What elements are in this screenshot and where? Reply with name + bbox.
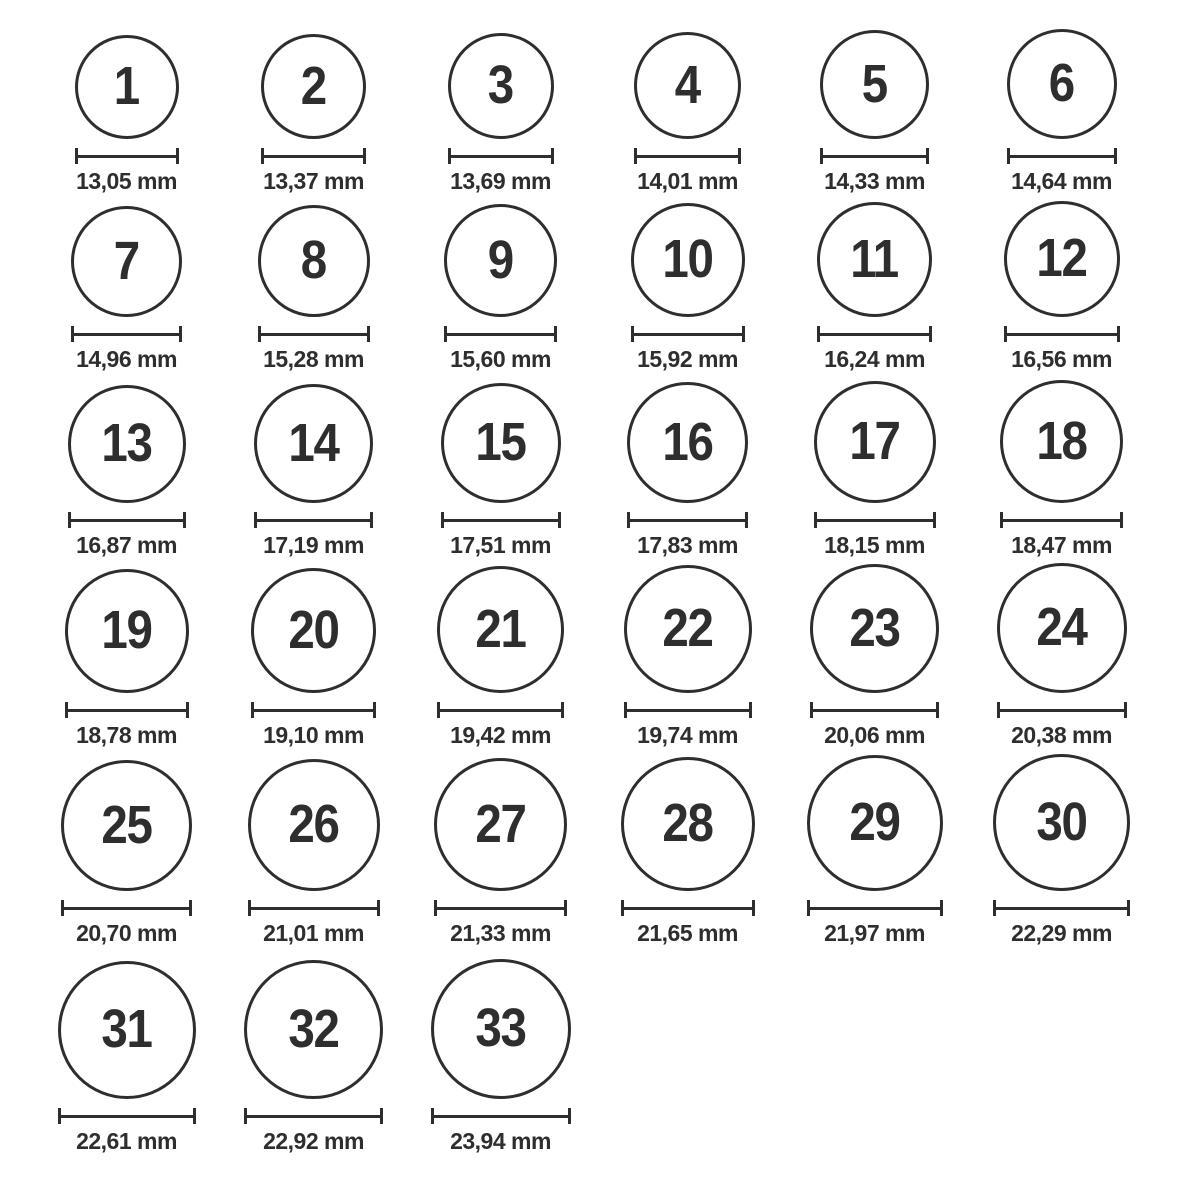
ring-size-number: 27	[475, 793, 526, 854]
diameter-label: 21,01 mm	[263, 920, 364, 946]
diameter-measure-line	[437, 702, 564, 718]
ring-circle	[68, 385, 186, 503]
diameter-measure-line	[624, 702, 752, 718]
diameter-measure-line	[75, 148, 179, 164]
measure-right-tick	[936, 702, 939, 718]
ring-size-item	[968, 558, 1155, 748]
ring-circle	[251, 568, 376, 693]
ring-size-number: 4	[674, 54, 701, 115]
ring-circle	[258, 205, 370, 317]
diameter-label: 18,78 mm	[76, 722, 177, 748]
diameter-label: 13,05 mm	[76, 168, 177, 194]
ring-size-item	[968, 372, 1155, 558]
measure-right-tick	[367, 326, 370, 342]
measure-bar	[637, 155, 738, 158]
ring-size-number: 33	[475, 998, 526, 1058]
measure-bar	[624, 907, 752, 910]
ring-size-item	[220, 8, 407, 194]
ring-circle	[75, 35, 179, 139]
measure-bar	[1007, 333, 1117, 336]
diameter-measure-line	[820, 148, 929, 164]
ring-size-item	[407, 8, 594, 194]
measure-right-tick	[742, 326, 745, 342]
ring-size-number: 12	[1036, 228, 1087, 288]
ring-circle	[997, 563, 1127, 693]
ring-size-number: 26	[288, 794, 339, 854]
diameter-measure-line	[251, 702, 376, 718]
ring-circle	[61, 760, 192, 891]
ring-circle	[631, 203, 745, 317]
diameter-measure-line	[997, 702, 1127, 718]
measure-right-tick	[738, 148, 741, 164]
measure-right-tick	[377, 900, 380, 916]
measure-right-tick	[179, 326, 182, 342]
diameter-label: 19,42 mm	[450, 722, 551, 748]
diameter-measure-line	[1000, 512, 1123, 528]
diameter-label: 19,10 mm	[263, 722, 364, 748]
ring-size-item	[220, 946, 407, 1154]
diameter-label: 14,33 mm	[824, 168, 925, 194]
ring-size-item	[407, 946, 594, 1154]
measure-right-tick	[926, 148, 929, 164]
ring-circle	[244, 960, 383, 1099]
measure-bar	[996, 907, 1127, 910]
measure-bar	[1003, 519, 1120, 522]
ring-size-item	[407, 372, 594, 558]
ring-circle	[817, 202, 932, 317]
diameter-measure-line	[434, 900, 567, 916]
diameter-label: 18,47 mm	[1011, 532, 1112, 558]
diameter-label: 14,01 mm	[637, 168, 738, 194]
ring-circle	[993, 754, 1130, 891]
diameter-measure-line	[631, 326, 745, 342]
diameter-measure-line	[65, 702, 189, 718]
measure-bar	[1000, 709, 1124, 712]
diameter-measure-line	[71, 326, 182, 342]
diameter-measure-line	[258, 326, 370, 342]
ring-size-number: 10	[662, 229, 713, 289]
ring-size-number: 11	[850, 228, 899, 289]
ring-size-number: 30	[1036, 791, 1087, 852]
diameter-label: 14,64 mm	[1011, 168, 1112, 194]
measure-bar	[71, 519, 183, 522]
ring-size-number: 32	[288, 998, 339, 1059]
ring-circle	[248, 759, 380, 891]
measure-bar	[68, 709, 186, 712]
diameter-measure-line	[634, 148, 741, 164]
ring-size-item	[781, 8, 968, 194]
ring-size-item	[594, 748, 781, 946]
diameter-label: 15,92 mm	[637, 346, 738, 372]
measure-bar	[74, 333, 179, 336]
diameter-label: 23,94 mm	[450, 1128, 551, 1154]
ring-size-number: 21	[475, 598, 526, 659]
measure-bar	[434, 1115, 568, 1118]
ring-size-item	[594, 372, 781, 558]
ring-size-number: 24	[1036, 597, 1087, 657]
measure-right-tick	[940, 900, 943, 916]
measure-bar	[630, 519, 745, 522]
ring-size-number: 7	[113, 230, 140, 291]
ring-circle	[254, 384, 373, 503]
ring-size-number: 19	[101, 600, 152, 660]
measure-right-tick	[551, 148, 554, 164]
measure-bar	[440, 709, 561, 712]
diameter-measure-line	[444, 326, 557, 342]
diameter-label: 20,38 mm	[1011, 722, 1112, 748]
diameter-label: 15,28 mm	[263, 346, 364, 372]
diameter-label: 21,33 mm	[450, 920, 551, 946]
diameter-label: 15,60 mm	[450, 346, 551, 372]
measure-bar	[813, 709, 936, 712]
diameter-label: 17,83 mm	[637, 532, 738, 558]
ring-size-item	[220, 194, 407, 372]
ring-size-item	[220, 558, 407, 748]
measure-right-tick	[752, 900, 755, 916]
ring-circle	[58, 961, 196, 1099]
diameter-label: 18,15 mm	[824, 532, 925, 558]
ring-size-number: 23	[849, 597, 900, 658]
ring-circle	[441, 383, 561, 503]
measure-bar	[823, 155, 926, 158]
ring-size-number: 9	[487, 229, 514, 290]
ring-size-item	[594, 558, 781, 748]
diameter-label: 19,74 mm	[637, 722, 738, 748]
measure-bar	[257, 519, 370, 522]
ring-circle	[437, 566, 564, 693]
diameter-measure-line	[814, 512, 936, 528]
ring-circle	[1004, 201, 1120, 317]
measure-bar	[451, 155, 551, 158]
measure-right-tick	[749, 702, 752, 718]
measure-bar	[264, 155, 363, 158]
measure-right-tick	[929, 326, 932, 342]
measure-right-tick	[568, 1108, 571, 1124]
diameter-measure-line	[1004, 326, 1120, 342]
ring-size-item	[33, 558, 220, 748]
measure-bar	[61, 1115, 193, 1118]
ring-size-number: 17	[849, 411, 900, 471]
diameter-measure-line	[431, 1108, 571, 1124]
ring-size-number: 16	[662, 411, 713, 472]
measure-right-tick	[933, 512, 936, 528]
diameter-measure-line	[68, 512, 186, 528]
measure-bar	[247, 1115, 380, 1118]
ring-size-item	[33, 194, 220, 372]
ring-size-number: 22	[662, 598, 713, 658]
measure-bar	[251, 907, 377, 910]
diameter-measure-line	[621, 900, 755, 916]
measure-right-tick	[558, 512, 561, 528]
ring-size-item	[968, 194, 1155, 372]
ring-circle	[1000, 380, 1123, 503]
ring-size-number: 29	[849, 792, 900, 852]
diameter-measure-line	[58, 1108, 196, 1124]
measure-right-tick	[1117, 326, 1120, 342]
measure-right-tick	[373, 702, 376, 718]
measure-right-tick	[189, 900, 192, 916]
ring-size-item	[220, 372, 407, 558]
ring-circle	[634, 32, 741, 139]
measure-bar	[810, 907, 940, 910]
ring-size-item	[33, 8, 220, 194]
measure-bar	[634, 333, 742, 336]
diameter-measure-line	[441, 512, 561, 528]
measure-right-tick	[1124, 702, 1127, 718]
ring-circle	[431, 959, 571, 1099]
ring-size-number: 1	[113, 56, 140, 116]
measure-right-tick	[193, 1108, 196, 1124]
measure-right-tick	[380, 1108, 383, 1124]
ring-size-number: 8	[300, 230, 327, 290]
ring-size-item	[594, 8, 781, 194]
ring-size-item	[781, 194, 968, 372]
ring-circle	[1007, 29, 1117, 139]
ring-circle	[71, 206, 182, 317]
measure-bar	[447, 333, 554, 336]
diameter-measure-line	[261, 148, 366, 164]
ring-size-item	[968, 8, 1155, 194]
measure-bar	[627, 709, 749, 712]
measure-right-tick	[564, 900, 567, 916]
diameter-label: 20,70 mm	[76, 920, 177, 946]
ring-circle	[261, 34, 366, 139]
measure-bar	[444, 519, 558, 522]
ring-size-item	[220, 748, 407, 946]
ring-circle	[810, 564, 939, 693]
measure-right-tick	[1120, 512, 1123, 528]
measure-right-tick	[183, 512, 186, 528]
ring-size-number: 14	[288, 412, 339, 473]
measure-bar	[817, 519, 933, 522]
ring-size-item	[407, 748, 594, 946]
measure-bar	[254, 709, 373, 712]
ring-circle	[444, 204, 557, 317]
diameter-label: 22,61 mm	[76, 1128, 177, 1154]
diameter-label: 16,56 mm	[1011, 346, 1112, 372]
ring-size-number: 2	[300, 55, 327, 116]
measure-bar	[820, 333, 929, 336]
ring-size-number: 25	[101, 794, 152, 855]
measure-bar	[64, 907, 189, 910]
diameter-label: 13,69 mm	[450, 168, 551, 194]
measure-right-tick	[1114, 148, 1117, 164]
measure-right-tick	[370, 512, 373, 528]
diameter-label: 21,97 mm	[824, 920, 925, 946]
measure-bar	[1010, 155, 1114, 158]
diameter-label: 16,24 mm	[824, 346, 925, 372]
measure-right-tick	[1127, 900, 1130, 916]
ring-size-number: 6	[1048, 53, 1075, 113]
diameter-measure-line	[244, 1108, 383, 1124]
diameter-label: 14,96 mm	[76, 346, 177, 372]
diameter-label: 21,65 mm	[637, 920, 738, 946]
ring-circle	[627, 382, 748, 503]
ring-size-item	[33, 372, 220, 558]
diameter-measure-line	[254, 512, 373, 528]
ring-size-item	[781, 372, 968, 558]
ring-size-number: 18	[1036, 410, 1087, 471]
ring-size-number: 28	[662, 793, 713, 853]
ring-size-item	[781, 558, 968, 748]
diameter-measure-line	[627, 512, 748, 528]
measure-right-tick	[363, 148, 366, 164]
ring-circle	[65, 569, 189, 693]
ring-circle	[820, 30, 929, 139]
diameter-measure-line	[61, 900, 192, 916]
ring-circle	[624, 565, 752, 693]
ring-circle	[448, 33, 554, 139]
ring-circle	[807, 755, 943, 891]
diameter-measure-line	[248, 900, 380, 916]
ring-size-number: 5	[861, 53, 888, 114]
measure-bar	[78, 155, 176, 158]
diameter-label: 13,37 mm	[263, 168, 364, 194]
diameter-label: 22,29 mm	[1011, 920, 1112, 946]
ring-circle	[814, 381, 936, 503]
diameter-label: 16,87 mm	[76, 532, 177, 558]
diameter-label: 17,51 mm	[450, 532, 551, 558]
ring-size-number: 20	[288, 599, 339, 660]
diameter-measure-line	[810, 702, 939, 718]
diameter-measure-line	[448, 148, 554, 164]
diameter-label: 17,19 mm	[263, 532, 364, 558]
measure-right-tick	[745, 512, 748, 528]
ring-size-number: 3	[487, 55, 514, 115]
diameter-label: 20,06 mm	[824, 722, 925, 748]
ring-size-number: 31	[101, 999, 152, 1059]
measure-bar	[437, 907, 564, 910]
ring-size-item	[33, 946, 220, 1154]
diameter-measure-line	[993, 900, 1130, 916]
diameter-label: 22,92 mm	[263, 1128, 364, 1154]
ring-size-item	[594, 194, 781, 372]
ring-size-number: 13	[101, 413, 152, 473]
measure-right-tick	[561, 702, 564, 718]
diameter-measure-line	[1007, 148, 1117, 164]
ring-size-item	[407, 194, 594, 372]
diameter-measure-line	[807, 900, 943, 916]
ring-size-item	[781, 748, 968, 946]
diameter-measure-line	[817, 326, 932, 342]
measure-right-tick	[554, 326, 557, 342]
measure-right-tick	[176, 148, 179, 164]
ring-circle	[621, 757, 755, 891]
measure-right-tick	[186, 702, 189, 718]
ring-size-number: 15	[475, 412, 526, 472]
ring-size-item	[33, 748, 220, 946]
ring-size-item	[968, 748, 1155, 946]
measure-bar	[261, 333, 367, 336]
ring-circle	[434, 758, 567, 891]
ring-size-item	[407, 558, 594, 748]
